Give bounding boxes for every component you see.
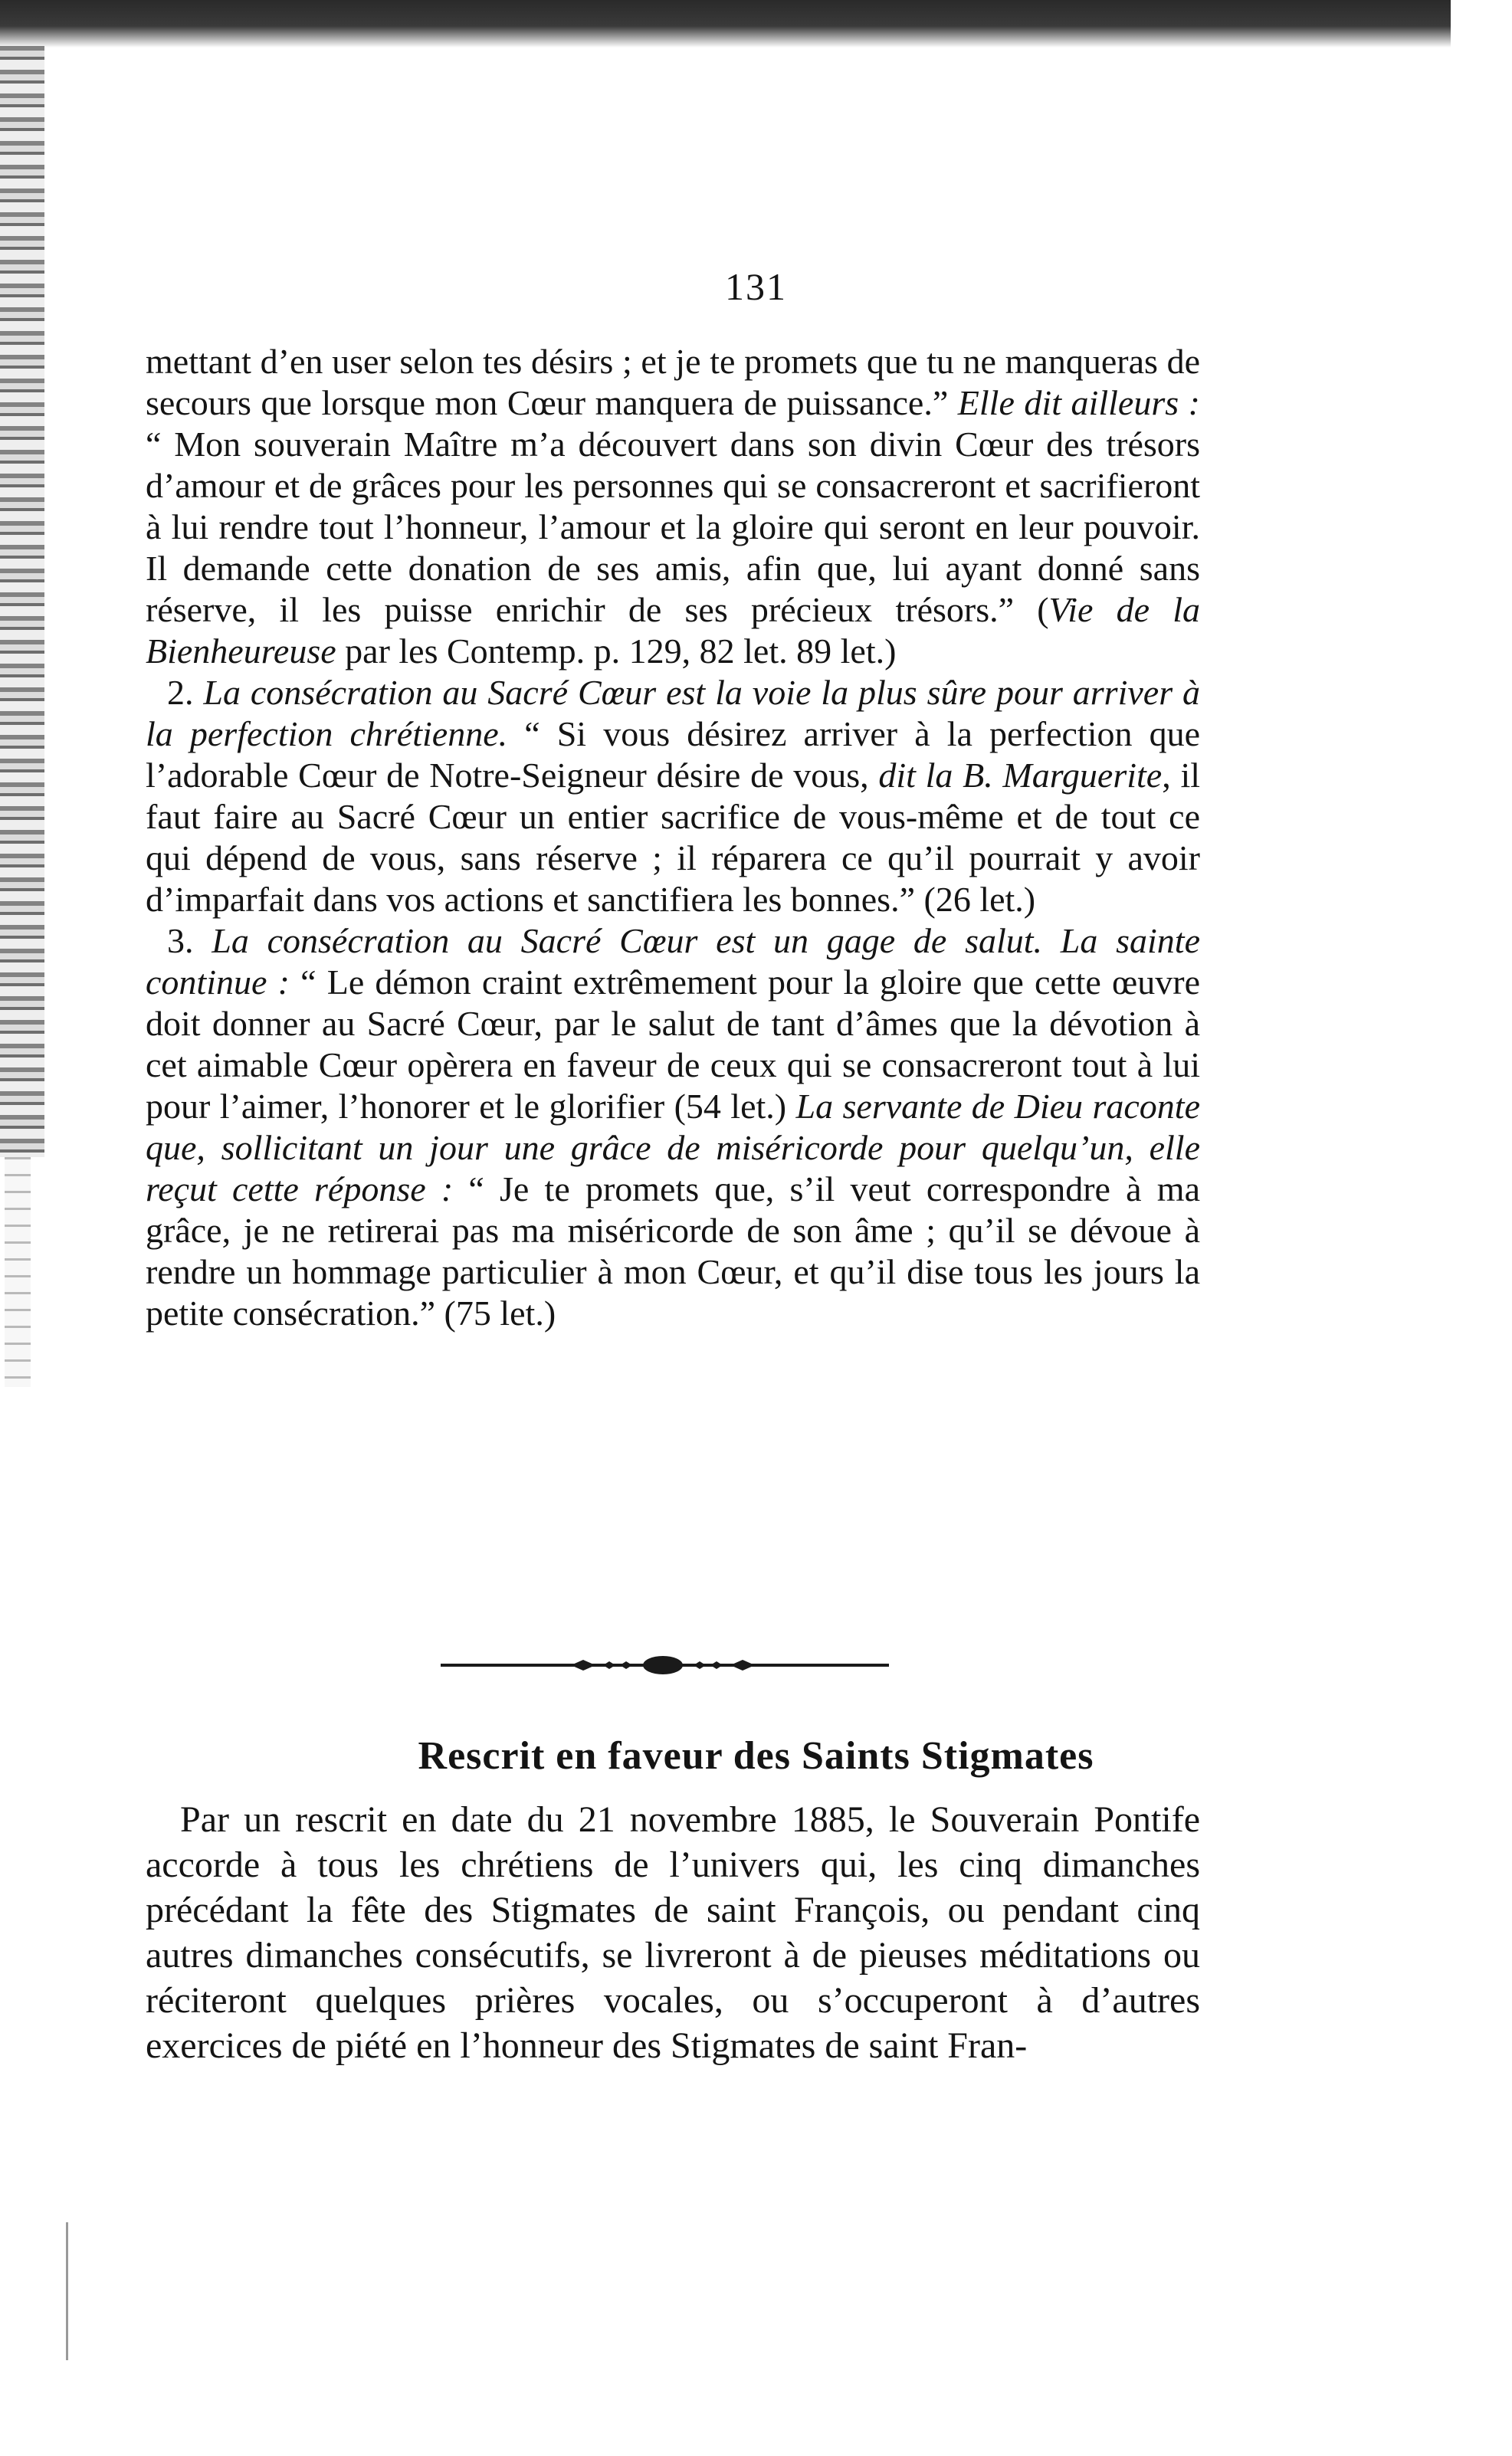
text-segment: par les Contemp. p. 129, 82 let. 89 let.) <box>336 631 897 671</box>
section-heading: Rescrit en faveur des Saints Stigmates <box>418 1734 1094 1778</box>
paragraph-salvation <box>146 920 1200 1334</box>
text-segment: Vie de la Bienheureuse <box>146 590 1200 671</box>
text-segment: La servante de Dieu raconte que, sollicitant un jour une grâce de miséricorde pour quelqu’un, elle reçut cette réponse : <box>146 1087 1200 1208</box>
text-segment: “ Mon souverain Maître m’a découvert dans son divin Cœur des trésors d’amour et de grâces pour les personnes qui se consacreront et sacrifieront à lui rendre tout l’honneur, l’amour et la gloire qui seront en leur pouvoir. Il demande cette donation de ses amis, afin que, lui ayant donné sans réserve, il les puisse enrichir de ses précieux trésors.” ( <box>146 425 1200 629</box>
text-segment: 2. <box>167 673 204 712</box>
ornament-divider <box>441 1654 889 1677</box>
scan-left-edge <box>0 46 44 1157</box>
scan-left-hairline <box>66 2222 68 2360</box>
page-number: 131 <box>725 265 787 308</box>
scan-left-edge-lower <box>5 1157 31 1387</box>
text-segment: La consécration au Sacré Cœur est un gage de salut. La sainte continue : <box>146 921 1200 1002</box>
rescript-text <box>146 1797 1200 2068</box>
text-segment: La consécration au Sacré Cœur est la voie la plus sûre pour arriver à la perfection chrétienne. <box>146 673 1200 753</box>
text-segment: 3. <box>167 921 212 960</box>
text-segment: , il faut faire au Sacré Cœur un entier sacrifice de vous-même et de tout ce qui dépend de vous, sans réserve ; il réparera ce qu’il pourrait y avoir d’imparfait dans vos actions et sanctifiera les bonnes.” (26 let.) <box>146 756 1201 919</box>
text-segment: Elle dit ailleurs : <box>957 383 1200 422</box>
scan-top-edge-gap <box>1451 0 1512 84</box>
text-segment: mettant d’en user selon tes désirs ; et je te promets que tu ne manqueras de secours que lorsque mon Cœur manquera de puissance.” <box>146 342 1200 422</box>
text-segment: “ Si vous désirez arriver à la perfection que l’adorable Cœur de Notre-Seigneur désire de vous, <box>146 714 1200 795</box>
paragraph-perfection <box>146 672 1200 920</box>
text-segment: dit la B. Marguerite <box>878 756 1163 795</box>
text-segment: “ Le démon craint extrêmement pour la gloire que cette œuvre doit donner au Sacré Cœur, par le salut de tant d’âmes que la dévotion à cet aimable Cœur opèrera en faveur de ceux qui se consacreront tout à lui pour l’aimer, l’honorer et le glorifier (54 let.) <box>146 962 1201 1126</box>
body-text <box>146 341 1200 1334</box>
paragraph-consecration-intro <box>146 341 1200 672</box>
scan-top-edge <box>0 0 1512 48</box>
paragraph-rescript: Par un rescrit en date du 21 novembre 1885, le Souverain Pontife accorde à tous les chrétiens de l’univers qui, les cinq dimanches précédant la fête des Stigmates de saint François, ou pendant cinq autres dimanches consécutifs, se livreront à de pieuses méditations ou réciteront quelques prières vocales, ou s’occuperont à d’autres exercices de piété en l’honneur des Stigmates de saint Fran- <box>146 1799 1200 2066</box>
text-segment: “ Je te promets que, s’il veut correspondre à ma grâce, je ne retirerai pas ma miséricorde de son âme ; qu’il se dévoue à rendre un hommage particulier à mon Cœur, et qu’il dise tous les jours la petite consécration.” (75 let.) <box>146 1169 1201 1333</box>
